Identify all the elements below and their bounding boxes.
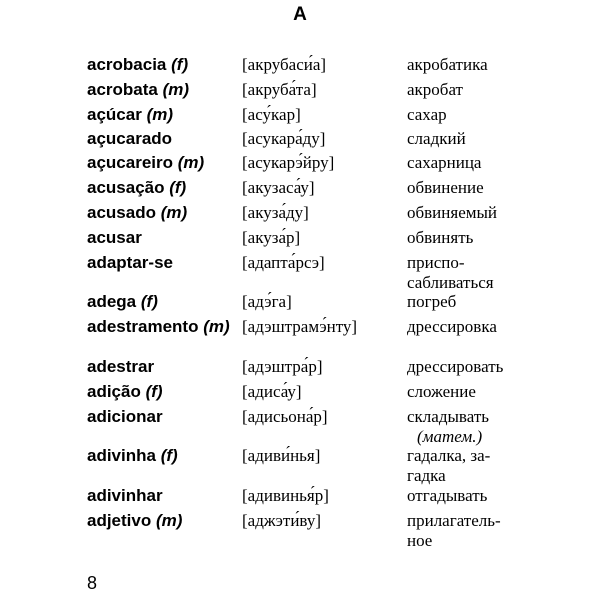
translation-line: сахар	[407, 105, 447, 124]
dictionary-entry	[0, 357, 600, 382]
translation	[407, 55, 597, 75]
translation-line: ное	[407, 531, 433, 550]
translation-line: погреб	[407, 292, 457, 311]
dictionary-entry	[0, 486, 600, 511]
headword	[87, 55, 237, 75]
pronunciation: [акуза́ду]	[242, 203, 309, 222]
page-number: 8	[87, 573, 98, 593]
translation-line: акробатика	[407, 55, 488, 74]
headword-text: adicionar	[87, 407, 163, 426]
dictionary-entry	[0, 80, 600, 105]
pronunciation: [акруба́та]	[242, 80, 317, 99]
headword-text: adega	[87, 292, 137, 311]
gender-marker: (f)	[171, 55, 189, 74]
pronunciation: [адиса́у]	[242, 382, 302, 401]
headword	[87, 178, 237, 198]
translation-line: обвинять	[407, 228, 474, 247]
gender-marker: (m)	[160, 203, 188, 222]
headword	[87, 228, 237, 248]
headword-text: açucarado	[87, 129, 173, 148]
headword	[87, 105, 237, 125]
translation-line: сахарница	[407, 153, 482, 172]
headword-text: adição	[87, 382, 141, 401]
translation	[407, 511, 597, 551]
translation-line: сложение	[407, 382, 476, 401]
headword-text: adestramento	[87, 317, 199, 336]
translation-line: прилагатель-	[407, 511, 501, 530]
dictionary-entry	[0, 203, 600, 228]
translation	[407, 317, 597, 337]
dictionary-entry	[0, 407, 600, 446]
dictionary-entry	[0, 105, 600, 129]
headword	[87, 511, 237, 531]
dictionary-entry	[0, 228, 600, 253]
headword-text: acrobacia	[87, 55, 167, 74]
headword	[87, 357, 237, 377]
pronunciation: [акузаса́у]	[242, 178, 315, 197]
gender-marker: (m)	[162, 80, 190, 99]
usage-note: (матем.)	[417, 427, 483, 446]
dictionary-entry	[0, 55, 600, 80]
translation	[407, 129, 597, 149]
pronunciation: [асу́кар]	[242, 105, 301, 124]
translation	[407, 253, 597, 293]
translation-line: гадалка, за-	[407, 446, 491, 465]
translation-line: приспо-	[407, 253, 465, 272]
gender-marker: (f)	[145, 382, 163, 401]
translation-line: гадка	[407, 466, 446, 485]
headword	[87, 407, 237, 427]
pronunciation: [адэштра́р]	[242, 357, 323, 376]
headword	[87, 80, 237, 100]
headword	[87, 486, 237, 506]
headword-text: açúcar	[87, 105, 142, 124]
translation-line: сабливаться	[407, 273, 494, 292]
dictionary-entry	[0, 253, 600, 292]
translation-line: акробат	[407, 80, 463, 99]
headword	[87, 129, 237, 149]
headword-text: adivinha	[87, 446, 156, 465]
pronunciation: [адиви́нья]	[242, 446, 321, 465]
headword-text: adivinhar	[87, 486, 163, 505]
translation-line: обвиняемый	[407, 203, 498, 222]
translation-line: сладкий	[407, 129, 466, 148]
headword-text: adjetivo	[87, 511, 152, 530]
dictionary-entry	[0, 446, 600, 486]
pronunciation: [адисьона́р]	[242, 407, 328, 426]
headword-text: adaptar-se	[87, 253, 173, 272]
headword-text: açucareiro	[87, 153, 173, 172]
translation	[407, 292, 597, 312]
dictionary-entry	[0, 511, 600, 556]
headword	[87, 292, 237, 312]
dictionary-entry	[0, 153, 600, 178]
translation-line: дрессировать	[407, 357, 504, 376]
translation	[407, 153, 597, 173]
translation	[407, 357, 597, 377]
gender-marker: (m)	[177, 153, 205, 172]
translation	[407, 446, 597, 486]
translation-line: складывать	[407, 407, 489, 426]
translation	[407, 486, 597, 506]
headword	[87, 253, 237, 273]
pronunciation: [акрубаси́а]	[242, 55, 327, 74]
gender-marker: (f)	[169, 178, 187, 197]
gender-marker: (m)	[155, 511, 183, 530]
translation	[407, 407, 597, 447]
gender-marker: (m)	[146, 105, 174, 124]
translation	[407, 80, 597, 100]
headword-text: acusação	[87, 178, 165, 197]
headword	[87, 317, 237, 337]
dictionary-entry	[0, 178, 600, 203]
translation	[407, 228, 597, 248]
pronunciation: [адэ́га]	[242, 292, 292, 311]
translation	[407, 203, 597, 223]
translation	[407, 178, 597, 198]
translation-line: обвинение	[407, 178, 484, 197]
translation-line: отгадывать	[407, 486, 488, 505]
headword-text: acrobata	[87, 80, 158, 99]
dictionary-entry	[0, 382, 600, 407]
headword	[87, 153, 237, 173]
pronunciation: [адэштрамэ́нту]	[242, 317, 358, 336]
headword-text: acusado	[87, 203, 156, 222]
pronunciation: [аджэти́ву]	[242, 511, 322, 530]
dictionary-entry	[0, 129, 600, 153]
headword	[87, 446, 237, 466]
pronunciation: [асукарэ́йру]	[242, 153, 335, 172]
pronunciation: [адапта́рсэ]	[242, 253, 325, 272]
pronunciation: [адивинья́р]	[242, 486, 329, 505]
dictionary-entry	[0, 292, 600, 317]
section-letter: A	[293, 4, 307, 25]
headword	[87, 382, 237, 402]
headword	[87, 203, 237, 223]
gender-marker: (f)	[160, 446, 178, 465]
headword-text: acusar	[87, 228, 142, 247]
translation	[407, 382, 597, 402]
gender-marker: (f)	[140, 292, 158, 311]
translation-line: дрессировка	[407, 317, 497, 336]
pronunciation: [асукара́ду]	[242, 129, 326, 148]
headword-text: adestrar	[87, 357, 155, 376]
translation	[407, 105, 597, 125]
pronunciation: [акуза́р]	[242, 228, 301, 247]
dictionary-entry	[0, 317, 600, 357]
gender-marker: (m)	[203, 317, 230, 336]
